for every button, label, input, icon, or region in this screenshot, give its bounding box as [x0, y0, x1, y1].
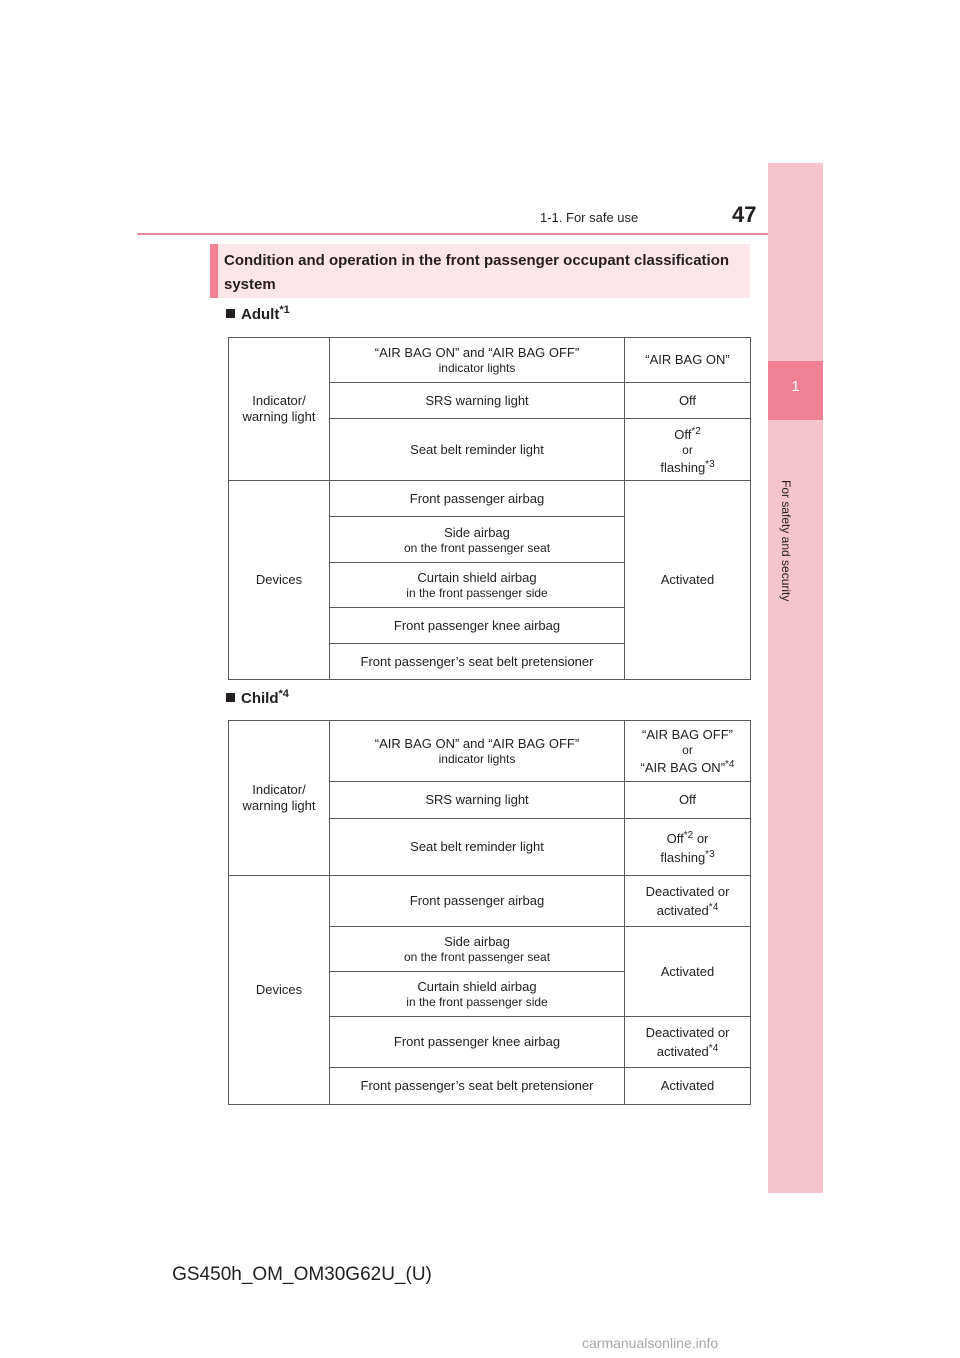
footnote-marker: *3 [705, 458, 715, 470]
square-bullet-icon [226, 693, 235, 702]
device-status-cell [625, 1017, 751, 1068]
srs-status: Off [625, 383, 751, 419]
footnote-marker: *2 [691, 425, 701, 437]
chapter-number: 1 [791, 378, 800, 395]
devices-label: Devices [229, 876, 330, 1105]
device-name: Front passenger’s seat belt pretensioner [330, 644, 625, 680]
indicator-label-cell [229, 721, 330, 876]
seatbelt-status-cell [625, 819, 751, 876]
chapter-title: For safety and security [779, 480, 793, 602]
column-heading-cell [330, 338, 625, 383]
document-code: GS450h_OM_OM30G62U_(U) [172, 1264, 432, 1285]
device-name-sub: on the front passenger seat [403, 540, 551, 555]
seatbelt-label: Seat belt reminder light [330, 819, 625, 876]
seatbelt-status-cell [625, 419, 751, 481]
device-name-cell [330, 927, 625, 972]
device-status: Deactivated or [645, 1024, 730, 1040]
indicator-label-line: Indicator/ [252, 393, 306, 408]
column-heading-cell [330, 721, 625, 782]
column-heading-sub: indicator lights [438, 361, 516, 375]
device-name: Side airbag [444, 934, 510, 949]
section-label: 1-1. For safe use [540, 210, 639, 225]
srs-label: SRS warning light [330, 782, 625, 819]
column-heading-sub: indicator lights [438, 752, 516, 766]
table-row [229, 721, 751, 782]
square-bullet-icon [226, 309, 235, 318]
child-table [228, 720, 751, 1105]
device-name: Front passenger’s seat belt pretensioner [330, 1068, 625, 1105]
adult-title-note: *1 [279, 304, 290, 316]
chapter-side-tab [768, 163, 823, 1193]
column-heading: “AIR BAG ON” and “AIR BAG OFF” [374, 736, 580, 751]
srs-status: Off [625, 782, 751, 819]
child-title: Child [241, 690, 279, 707]
child-subheading [226, 688, 289, 707]
indicator-label-cell [229, 338, 330, 481]
table-row [229, 338, 751, 383]
seatbelt-status-alt: flashing [660, 459, 706, 475]
footnote-marker: *4 [708, 901, 719, 913]
device-name-sub: in the front passenger side [406, 586, 548, 600]
footnote-marker: *2 [683, 830, 694, 841]
device-status-alt: activated [656, 1043, 709, 1059]
indicator-label-line: Indicator/ [252, 782, 306, 797]
status-heading: “AIR BAG ON” [645, 352, 730, 367]
or-text: or [682, 742, 693, 757]
device-name: Front passenger knee airbag [330, 1017, 625, 1068]
status-heading-alt: “AIR BAG ON” [640, 759, 726, 775]
table-row [229, 481, 751, 517]
status-heading: “AIR BAG OFF” [642, 726, 733, 742]
adult-subheading [226, 304, 290, 323]
table-row [229, 876, 751, 927]
footnote-marker: *4 [725, 758, 735, 770]
child-title-note: *4 [278, 688, 289, 700]
device-status: Deactivated or [645, 883, 730, 899]
seatbelt-status-alt: flashing [660, 850, 706, 865]
seatbelt-status: Off [666, 831, 684, 846]
devices-status: Activated [625, 481, 751, 680]
device-name-sub: in the front passenger side [406, 995, 548, 1009]
device-status: Activated [625, 927, 751, 1017]
device-name: Side airbag [444, 524, 510, 540]
device-name-sub: on the front passenger seat [403, 950, 551, 964]
status-heading-cell [625, 338, 751, 383]
device-status-cell [625, 876, 751, 927]
page-number: 47 [732, 202, 757, 227]
or-text: or [682, 442, 693, 457]
section-heading: Condition and operation in the front passenger occupant classification system [210, 244, 750, 298]
seatbelt-label: Seat belt reminder light [330, 419, 625, 481]
adult-table [228, 337, 751, 680]
footnote-marker: *4 [708, 1042, 719, 1054]
device-name-cell [330, 563, 625, 608]
indicator-label-line: warning light [242, 409, 316, 424]
column-heading: “AIR BAG ON” and “AIR BAG OFF” [374, 345, 580, 360]
device-name: Front passenger airbag [330, 876, 625, 927]
device-name: Front passenger airbag [330, 481, 625, 517]
device-status: Activated [625, 1068, 751, 1105]
device-name: Front passenger knee airbag [330, 608, 625, 644]
device-status-alt: activated [656, 902, 709, 918]
device-name-cell [330, 517, 625, 563]
adult-title: Adult [241, 306, 280, 323]
devices-label: Devices [229, 481, 330, 680]
seatbelt-status: Off [674, 426, 692, 442]
or-text: or [696, 831, 709, 846]
status-heading-cell [625, 721, 751, 782]
device-name: Curtain shield airbag [417, 570, 537, 585]
device-name: Curtain shield airbag [417, 979, 537, 994]
header-rule [137, 233, 823, 235]
footnote-marker: *3 [705, 849, 715, 860]
watermark: carmanualsonline.info [582, 1335, 719, 1351]
srs-label: SRS warning light [330, 383, 625, 419]
device-name-cell [330, 972, 625, 1017]
indicator-label-line: warning light [242, 798, 316, 813]
